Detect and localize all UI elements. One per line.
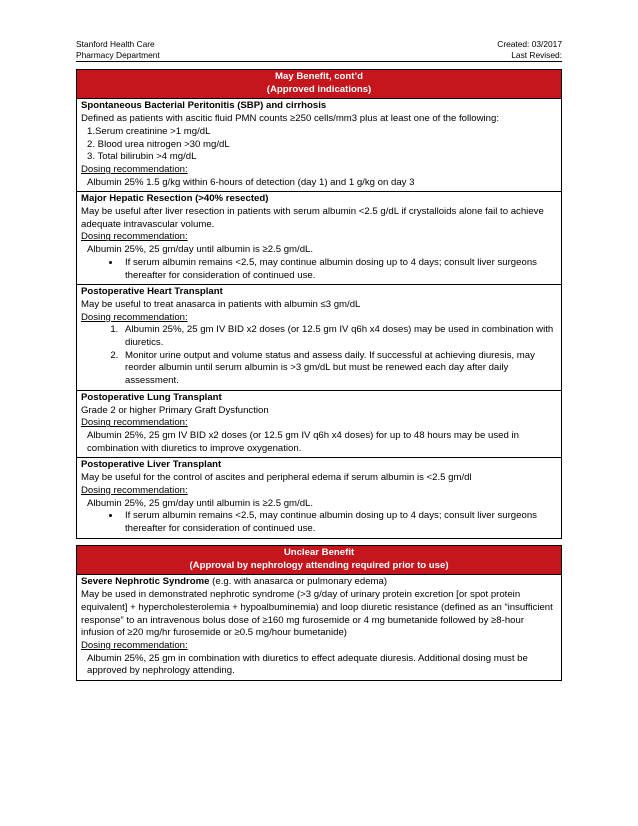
heart-section xyxy=(77,285,562,391)
unclear-benefit-table xyxy=(76,545,562,681)
header-divider xyxy=(76,61,562,62)
section-title: Postoperative Liver Transplant xyxy=(81,459,222,471)
dept-name: Pharmacy Department xyxy=(76,50,160,60)
dosing-text: Albumin 25%, 25 gm/day until albumin is ≥2.5 gm/dL. xyxy=(87,497,314,509)
section-description: May be useful for the control of ascites and peripheral edema if serum albumin is <2.5 gm/dl xyxy=(81,472,472,484)
criteria-item: 1.Serum creatinine >1 mg/dL xyxy=(87,125,211,137)
section-description: Defined as patients with ascitic fluid PMN counts ≥250 cells/mm3 plus at least one of the following: xyxy=(81,113,500,125)
dosing-label: Dosing recommendation: xyxy=(81,639,188,651)
section-description: May be useful to treat anasarca in patients with albumin ≤3 gm/dL xyxy=(81,298,361,310)
dosing-text: Albumin 25%, 25 gm IV BID x2 doses (or 12.5 gm IV q6h x4 doses) for up to 48 hours may be used in combination with diuretics to improve oxygenation. xyxy=(87,429,519,454)
bullet-item: • If serum albumin remains <2.5, may continue albumin dosing up to 4 days; consult liver surgeons thereafter for consideration of continued use. xyxy=(121,510,557,535)
section-description: Grade 2 or higher Primary Graft Dysfunction xyxy=(81,404,269,416)
lung-section xyxy=(77,390,562,458)
dosing-bullets xyxy=(81,257,557,282)
section-title: Postoperative Heart Transplant xyxy=(81,286,223,298)
may-benefit-band xyxy=(77,70,562,99)
dosing-label: Dosing recommendation: xyxy=(81,231,188,243)
section-title: Spontaneous Bacterial Peritonitis (SBP) and cirrhosis xyxy=(81,100,327,112)
section-description: May be useful after liver resection in patients with serum albumin <2.5 g/dL if crystalloids alone fail to achieve adequate intravascular volume. xyxy=(81,206,544,230)
header-right xyxy=(497,39,562,61)
dosing-text: Albumin 25%, 25 gm in combination with diuretics to effect adequate diuresis. Additional dosing must be approved by nephrology attending. xyxy=(87,652,528,677)
dosing-bullets xyxy=(81,510,557,535)
dosing-label: Dosing recommendation: xyxy=(81,311,188,323)
bullet-item: • If serum albumin remains <2.5, may continue albumin dosing up to 4 days; consult liver surgeons thereafter for consideration of continued use. xyxy=(121,257,557,282)
section-title: Severe Nephrotic Syndrome xyxy=(81,576,210,588)
liver-section xyxy=(77,458,562,538)
step-item: 1. Albumin 25%, 25 gm IV BID x2 doses (or 12.5 gm IV q6h x4 doses) may be used in combination with diuretics. xyxy=(121,324,557,349)
header-left xyxy=(76,39,160,61)
nephrotic-section xyxy=(77,575,562,681)
section-title: Major Hepatic Resection (>40% resected) xyxy=(81,193,269,205)
revised-date: Last Revised: xyxy=(511,50,562,60)
org-name: Stanford Health Care xyxy=(76,39,155,49)
dosing-label: Dosing recommendation: xyxy=(81,163,188,175)
section-title: Postoperative Lung Transplant xyxy=(81,391,222,403)
dosing-label: Dosing recommendation: xyxy=(81,484,188,496)
dosing-text: Albumin 25%, 25 gm/day until albumin is ≥2.5 gm/dL. xyxy=(87,244,314,256)
dosing-steps xyxy=(81,324,557,388)
step-item: 2. Monitor urine output and volume status and assess daily. If successful at achieving diuresis, may reorder albumin until serum albumin is >3 gm/dL but must be renewed each day after daily assessment. xyxy=(121,350,557,388)
created-date: Created: 03/2017 xyxy=(497,39,562,49)
dosing-text: Albumin 25% 1.5 g/kg within 6-hours of detection (day 1) and 1 g/kg on day 3 xyxy=(87,176,415,188)
hepatic-section xyxy=(77,192,562,285)
sbp-section xyxy=(77,99,562,192)
may-benefit-table xyxy=(76,69,562,539)
section-title-note: (e.g. with anasarca or pulmonary edema) xyxy=(209,576,388,588)
criteria-item: 3. Total bilirubin >4 mg/dL xyxy=(87,151,197,163)
band-title: May Benefit, cont’d xyxy=(275,71,363,82)
section-description: May be used in demonstrated nephrotic syndrome (>3 g/day of urinary protein excretion [or spot protein equivalent] + hypercholesterolemia + hypoalbuminemia) and loop diuretic resistance (defined as an “insufficient response” to an intravenous bolus dose of ≥160 mg furosemide or 4 mg bumetanide followed by ≥8-hour infusion of ≥20 mg/hr furosemide or ≥0.5 mg/hour bumetanide) xyxy=(81,589,553,639)
criteria-item: 2. Blood urea nitrogen >30 mg/dL xyxy=(87,138,230,150)
band-subtitle: (Approved indications) xyxy=(266,83,372,95)
unclear-benefit-band xyxy=(77,546,562,575)
band-subtitle: (Approval by nephrology attending required prior to use) xyxy=(189,559,449,571)
dosing-label: Dosing recommendation: xyxy=(81,417,188,429)
band-title: Unclear Benefit xyxy=(283,547,355,558)
section-heading xyxy=(81,576,557,589)
